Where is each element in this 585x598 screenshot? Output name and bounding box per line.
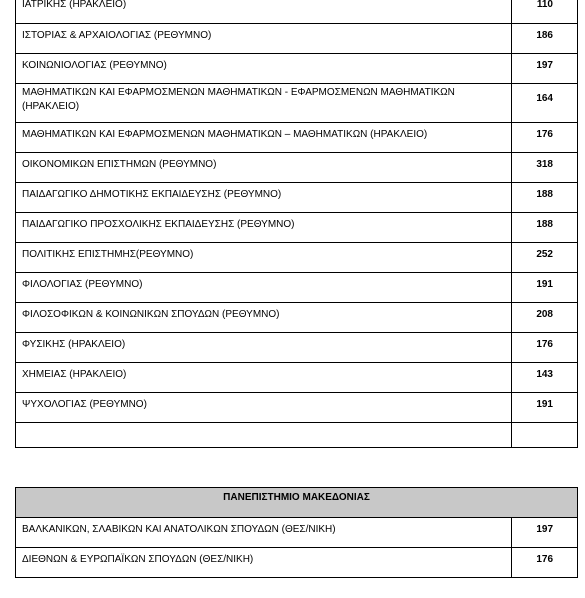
department-score: 176 [512,548,578,578]
department-score: 318 [512,152,578,182]
table-row [16,272,578,302]
department-name: ΧΗΜΕΙΑΣ (ΗΡΑΚΛΕΙΟ) [16,362,512,392]
department-name: ΟΙΚΟΝΟΜΙΚΩΝ ΕΠΙΣΤΗΜΩΝ (ΡΕΘΥΜΝΟ) [16,152,512,182]
department-score: 143 [512,362,578,392]
table-header-row [16,488,578,518]
table-row [16,23,578,53]
department-score: 191 [512,272,578,302]
department-score: 197 [512,53,578,83]
department-name: ΦΙΛΟΛΟΓΙΑΣ (ΡΕΘΥΜΝΟ) [16,272,512,302]
department-name: ΜΑΘΗΜΑΤΙΚΩΝ ΚΑΙ ΕΦΑΡΜΟΣΜΕΝΩΝ ΜΑΘΗΜΑΤΙΚΩΝ - ΕΦΑΡΜΟΣΜΕΝΩΝ ΜΑΘΗΜΑΤΙΚΩΝ (ΗΡΑΚΛΕΙΟ) [16,83,512,122]
department-score: 176 [512,122,578,152]
department-score: 252 [512,242,578,272]
department-score: 110 [512,0,578,23]
department-scores-table-top [15,0,578,448]
table-row [16,548,578,578]
table-row [16,392,578,422]
table-row [16,212,578,242]
table-row [16,362,578,392]
table-row [16,53,578,83]
department-score: 164 [512,83,578,122]
department-score: 208 [512,302,578,332]
department-name: ΙΣΤΟΡΙΑΣ & ΑΡΧΑΙΟΛΟΓΙΑΣ (ΡΕΘΥΜΝΟ) [16,23,512,53]
department-name: ΦΙΛΟΣΟΦΙΚΩΝ & ΚΟΙΝΩΝΙΚΩΝ ΣΠΟΥΔΩΝ (ΡΕΘΥΜΝΟ) [16,302,512,332]
empty-cell [512,422,578,447]
table-row [16,182,578,212]
department-score: 197 [512,518,578,548]
department-score: 176 [512,332,578,362]
table-row [16,332,578,362]
table-row [16,122,578,152]
department-score: 188 [512,212,578,242]
table-row [16,242,578,272]
table-row [16,152,578,182]
department-name: ΔΙΕΘΝΩΝ & ΕΥΡΩΠΑΪΚΩΝ ΣΠΟΥΔΩΝ (ΘΕΣ/ΝΙΚΗ) [16,548,512,578]
department-name: ΠΑΙΔΑΓΩΓΙΚΟ ΠΡΟΣΧΟΛΙΚΗΣ ΕΚΠΑΙΔΕΥΣΗΣ (ΡΕΘΥΜΝΟ) [16,212,512,242]
department-score: 186 [512,23,578,53]
department-score: 188 [512,182,578,212]
empty-cell [16,422,512,447]
table-row [16,518,578,548]
department-name: ΨΥΧΟΛΟΓΙΑΣ (ΡΕΘΥΜΝΟ) [16,392,512,422]
department-name: ΜΑΘΗΜΑΤΙΚΩΝ ΚΑΙ ΕΦΑΡΜΟΣΜΕΝΩΝ ΜΑΘΗΜΑΤΙΚΩΝ – ΜΑΘΗΜΑΤΙΚΩΝ (ΗΡΑΚΛΕΙΟ) [16,122,512,152]
department-name: ΠΑΙΔΑΓΩΓΙΚΟ ΔΗΜΟΤΙΚΗΣ ΕΚΠΑΙΔΕΥΣΗΣ (ΡΕΘΥΜΝΟ) [16,182,512,212]
university-macedonia-table [15,487,578,578]
department-name: ΒΑΛΚΑΝΙΚΩΝ, ΣΛΑΒΙΚΩΝ ΚΑΙ ΑΝΑΤΟΛΙΚΩΝ ΣΠΟΥΔΩΝ (ΘΕΣ/ΝΙΚΗ) [16,518,512,548]
department-name: ΚΟΙΝΩΝΙΟΛΟΓΙΑΣ (ΡΕΘΥΜΝΟ) [16,53,512,83]
university-title: ΠΑΝΕΠΙΣΤΗΜΙΟ ΜΑΚΕΔΟΝΙΑΣ [16,488,578,518]
department-name: ΦΥΣΙΚΗΣ (ΗΡΑΚΛΕΙΟ) [16,332,512,362]
department-score: 191 [512,392,578,422]
table-row [16,302,578,332]
table-row [16,0,578,23]
table-row-empty [16,422,578,447]
department-name: ΙΑΤΡΙΚΗΣ (ΗΡΑΚΛΕΙΟ) [16,0,512,23]
department-name: ΠΟΛΙΤΙΚΗΣ ΕΠΙΣΤΗΜΗΣ(ΡΕΘΥΜΝΟ) [16,242,512,272]
table-row [16,83,578,122]
